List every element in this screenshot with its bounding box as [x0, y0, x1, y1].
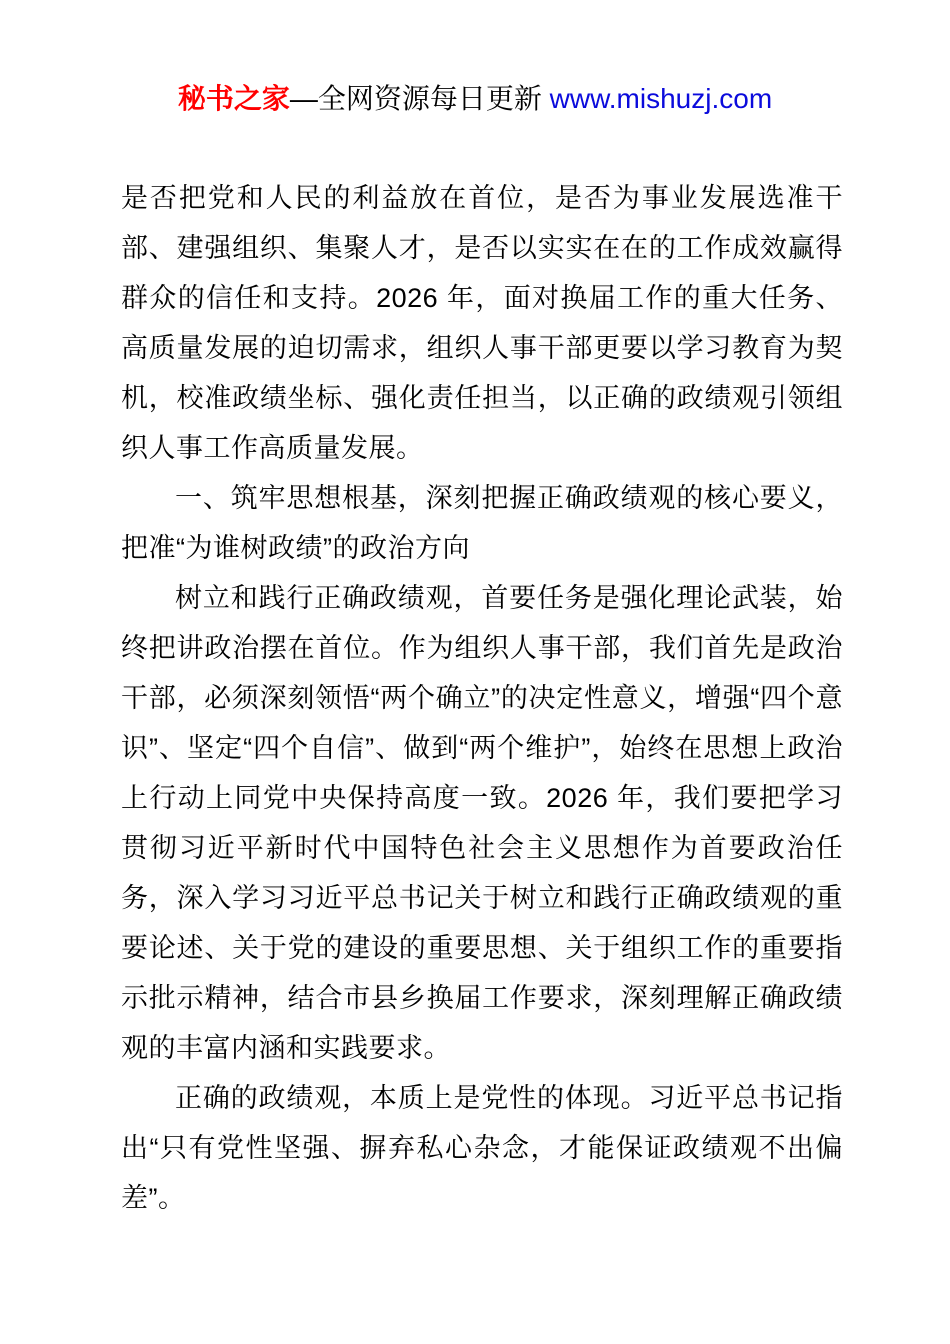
site-url-link[interactable]: www.mishuzj.com [549, 83, 773, 114]
site-header [0, 80, 950, 118]
section-heading-1: 一、筑牢思想根基，深刻把握正确政绩观的核心要义，把准“为谁树政绩”的政治方向 [121, 483, 843, 563]
site-brand: 秘书之家 [177, 83, 290, 114]
document-body [121, 173, 843, 1223]
paragraph: 正确的政绩观，本质上是党性的体现。习近平总书记指出“只有党性坚强、摒弃私心杂念，才能保证政绩观不出偏差”。 [121, 1083, 843, 1213]
paragraph: 树立和践行正确政绩观，首要任务是强化理论武装，始终把讲政治摆在首位。作为组织人事干部，我们首先是政治干部，必须深刻领悟“两个确立”的决定性意义，增强“四个意识”、坚定“四个自信”、做到“两个维护”，始终在思想上政治上行动上同党中央保持高度一致。2026 年，我们要把学习贯彻习近平新时代中国特色社会主义思想作为首要政治任务，深入学习习近平总书记关于树立和践行正确政绩观的重要论述、关于党的建设的重要思想、关于组织工作的重要指示批示精神，结合市县乡换届工作要求，深刻理解正确政绩观的丰富内涵和实践要求。 [121, 583, 843, 1063]
site-tagline: —全网资源每日更新 [289, 83, 550, 114]
paragraph-continuation: 是否把党和人民的利益放在首位，是否为事业发展选准干部、建强组织、集聚人才，是否以实实在在的工作成效赢得群众的信任和支持。2026 年，面对换届工作的重大任务、高质量发展的迫切需求，组织人事干部更要以学习教育为契机，校准政绩坐标、强化责任担当，以正确的政绩观引领组织人事工作高质量发展。 [121, 183, 843, 463]
